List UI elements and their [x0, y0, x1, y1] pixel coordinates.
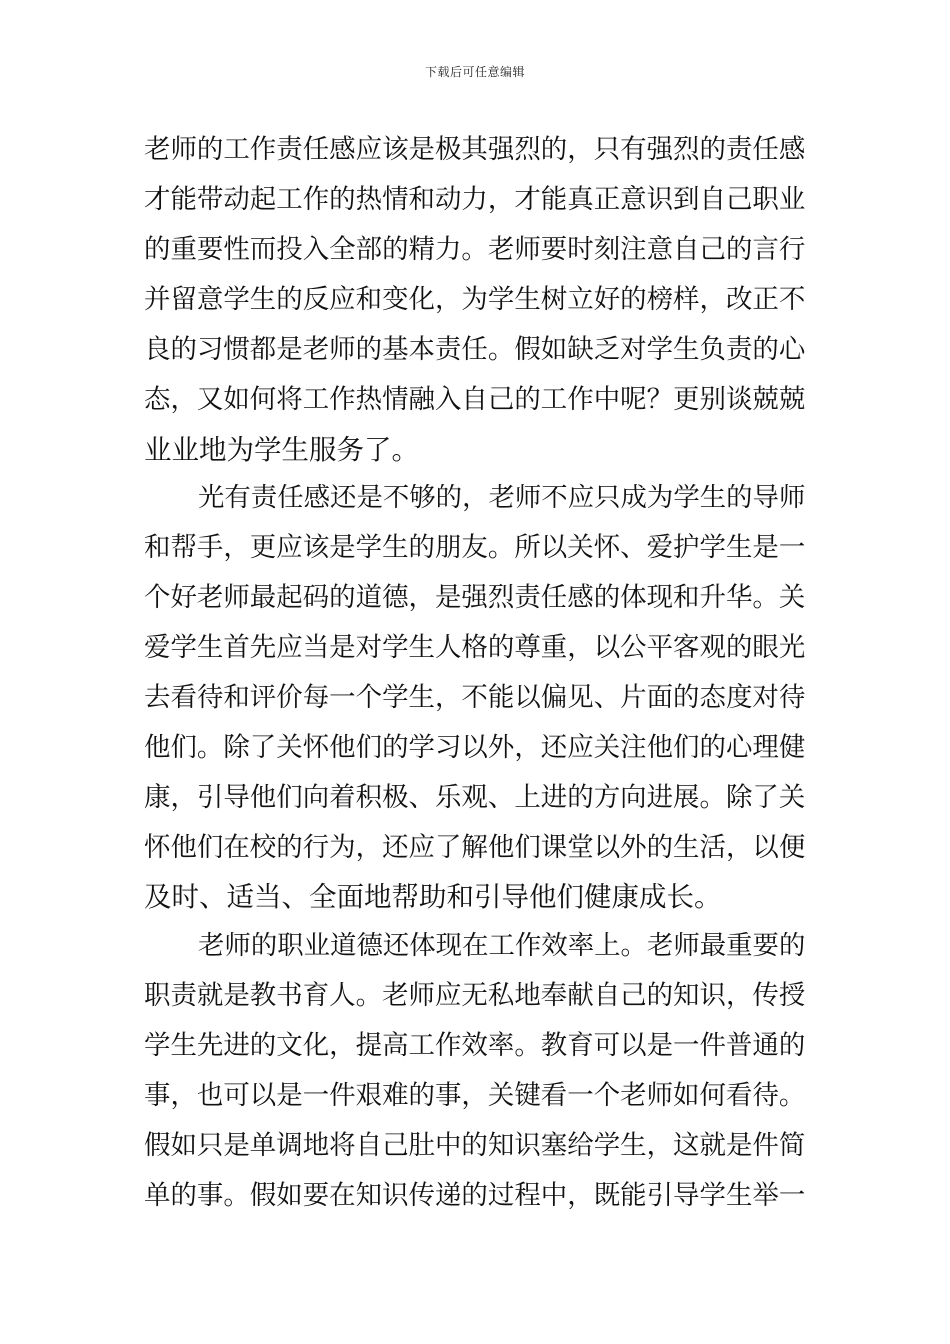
text-line: 去看待和评价每一个学生，不能以偏见、片面的态度对待 [144, 682, 806, 713]
text-line: 职责就是教书育人。老师应无私地奉献自己的知识，传授 [144, 980, 806, 1011]
paragraph-first-line: 光有责任感还是不够的，老师不应只成为学生的导师 [198, 482, 806, 513]
text-line: 良的习惯都是老师的基本责任。假如缺乏对学生负责的心 [144, 334, 806, 365]
text-line: 和帮手，更应该是学生的朋友。所以关怀、爱护学生是一 [144, 532, 806, 563]
text-line: 个好老师最起码的道德，是强烈责任感的体现和升华。关 [144, 582, 806, 613]
text-line: 学生先进的文化，提高工作效率。教育可以是一件普通的 [144, 1030, 806, 1061]
text-line: 康，引导他们向着积极、乐观、上进的方向进展。除了关 [144, 782, 806, 813]
text-line: 爱学生首先应当是对学生人格的尊重，以公平客观的眼光 [144, 632, 806, 663]
text-line: 他们。除了关怀他们的学习以外，还应关注他们的心理健 [144, 732, 806, 763]
text-line: 态，又如何将工作热情融入自己的工作中呢？更别谈兢兢 [144, 384, 806, 415]
text-line: 怀他们在校的行为，还应了解他们课堂以外的生活，以便 [144, 832, 806, 863]
text-line: 老师的工作责任感应该是极其强烈的，只有强烈的责任感 [144, 134, 806, 165]
text-line: 及时、适当、全面地帮助和引导他们健康成长。 [144, 881, 722, 913]
text-line: 事，也可以是一件艰难的事，关键看一个老师如何看待。 [144, 1080, 806, 1111]
text-line: 业业地为学生服务了。 [144, 434, 419, 466]
paragraph-first-line: 老师的职业道德还体现在工作效率上。老师最重要的 [198, 930, 806, 961]
text-line: 单的事。假如要在知识传递的过程中，既能引导学生举一 [144, 1180, 806, 1211]
text-line: 的重要性而投入全部的精力。老师要时刻注意自己的言行 [144, 234, 806, 265]
text-line: 并留意学生的反应和变化，为学生树立好的榜样，改正不 [144, 284, 806, 315]
text-line: 才能带动起工作的热情和动力，才能真正意识到自己职业 [144, 184, 806, 215]
page-header: 下载后可任意编辑 [424, 65, 525, 79]
text-line: 假如只是单调地将自己肚中的知识塞给学生，这就是件简 [144, 1130, 806, 1161]
